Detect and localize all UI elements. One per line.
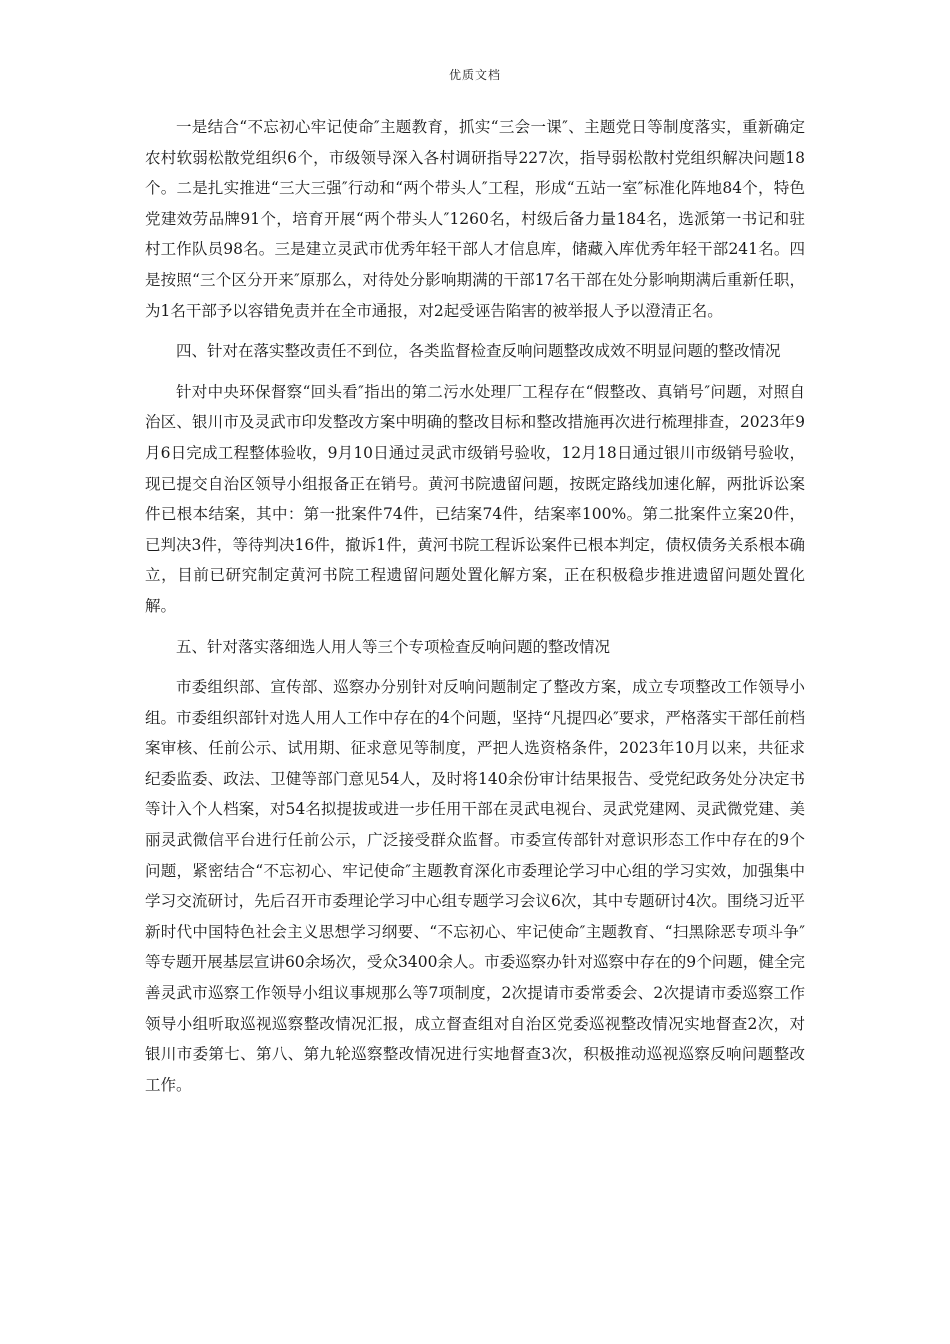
section-heading-4: 四、针对在落实整改责任不到位，各类监督检查反响问题整改成效不明显问题的整改情况 (176, 342, 781, 361)
paragraph-2: 针对中央环保督察“回头看″指出的第二污水处理厂工程存在“假整改、真销号″问题，对照自治区、银川市及灵武市印发整改方案中明确的整改目标和整改措施再次进行梳理排查，2023年9月6日完成工程整体验收，9月10日通过灵武市级销号验收，12月18日通过银川市级销号验收，现已提交自治区领导小组报备正在销号。黄河书院遗留问题，按既定路线加速化解，两批诉讼案件已根本结案，其中：第一批案件74件，已结案74件，结案率100%。第二批案件立案20件，已判决3件，等待判决16件，撤诉1件，黄河书院工程诉讼案件已根本判定，债权债务关系根本确立，目前已研究制定黄河书院工程遗留问题处置化解方案，正在积极稳步推进遗留问题处置化解。 (145, 382, 805, 615)
document-body (145, 112, 805, 1100)
paragraph-3: 市委组织部、宣传部、巡察办分别针对反响问题制定了整改方案，成立专项整改工作领导小组。市委组织部针对选人用人工作中存在的4个问题，坚持“凡提四必″要求，严格落实干部任前档案审核、任前公示、试用期、征求意见等制度，严把人选资格条件，2023年10月以来，共征求纪委监委、政法、卫健等部门意见54人，及时将140余份审计结果报告、受党纪政务处分决定书等计入个人档案，对54名拟提拔或进一步任用干部在灵武电视台、灵武党建网、灵武微党建、美丽灵武微信平台进行任前公示，广泛接受群众监督。市委宣传部针对意识形态工作中存在的9个问题，紧密结合“不忘初心、牢记使命″主题教育深化市委理论学习中心组的学习实效，加强集中学习交流研讨，先后召开市委理论学习中心组专题学习会议6次，其中专题研讨4次。围绕习近平新时代中国特色社会主义思想学习纲要、“不忘初心、牢记使命″主题教育、“扫黑除恶专项斗争″等专题开展基层宣讲60余场次，受众3400余人。市委巡察办针对巡察中存在的9个问题，健全完善灵武市巡察工作领导小组议事规那么等7项制度，2次提请市委常委会、2次提请市委巡察工作领导小组听取巡视巡察整改情况汇报，成立督查组对自治区党委巡视整改情况实地督查2次，对银川市委第七、第八、第九轮巡察整改情况进行实地督查3次，积极推动巡视巡察反响问题整改工作。 (145, 678, 805, 1094)
paragraph-gap (145, 662, 805, 672)
section-heading-5: 五、针对落实落细选人用人等三个专项检查反响问题的整改情况 (176, 637, 611, 656)
page-header: 优质文档 (448, 68, 501, 82)
paragraph-gap (145, 326, 805, 336)
paragraph-gap (145, 367, 805, 377)
paragraph-1: 一是结合“不忘初心牢记使命″主题教育，抓实“三会一课″、主题党日等制度落实，重新确定农村软弱松散党组织6个，市级领导深入各村调研指导227次，指导弱松散村党组织解决问题18个。二是扎实推进“三大三强″行动和“两个带头人″工程，形成“五站一室″标准化阵地84个，特色党建效劳品牌91个，培育开展“两个带头人″1260名，村级后备力量184名，选派第一书记和驻村工作队员98名。三是建立灵武市优秀年轻干部人才信息库，储藏入库优秀年轻干部241名。四是按照“三个区分开来″原那么，对待处分影响期满的干部17名干部在处分影响期满后重新任职，为1名干部予以容错免责并在全市通报，对2起受诬告陷害的被举报人予以澄清正名。 (145, 118, 805, 320)
paragraph-gap (145, 622, 805, 632)
